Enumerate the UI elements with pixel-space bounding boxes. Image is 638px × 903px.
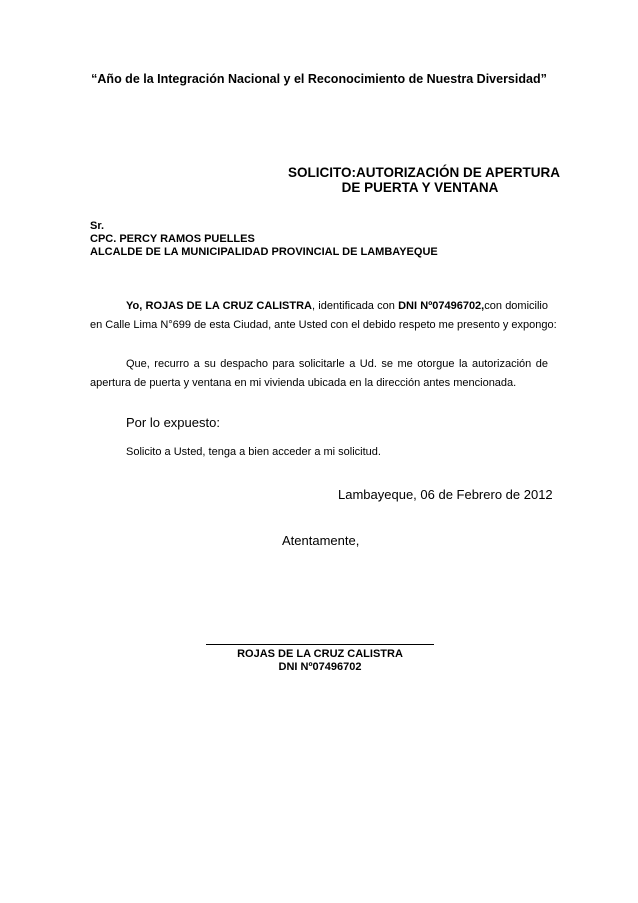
signer-dni: DNI Nº07496702 [278,661,362,673]
signature-line [206,644,434,645]
addressee-salutation: Sr. [90,220,105,232]
domicile-text: con domicilio [484,300,548,312]
applicant-dni: DNI Nº07496702, [398,300,485,312]
paragraph-request-line-1: Que, recurro a su despacho para solicitarle a Ud. se me otorgue la autorización de [126,358,548,370]
identification-text: , identificada con [312,300,399,312]
paragraph-identification-line-1 [126,300,548,312]
request-statement: Solicito a Usted, tenga a bien acceder a mi solicitud. [126,446,381,458]
paragraph-request-line-2: apertura de puerta y ventana en mi vivienda ubicada en la dirección antes mencionada. [90,377,517,389]
signer-name: ROJAS DE LA CRUZ CALISTRA [237,648,403,660]
addressee-position: ALCALDE DE LA MUNICIPALIDAD PROVINCIAL DE LAMBAYEQUE [90,246,438,258]
closing-salutation: Atentamente, [282,533,360,548]
subject-line-1: SOLICITO:AUTORIZACIÓN DE APERTURA [288,165,561,180]
paragraph-identification-line-2: en Calle Lima N°699 de esta Ciudad, ante Usted con el debido respeto me presento y expongo: [90,319,557,331]
por-lo-expuesto: Por lo expuesto: [126,415,220,430]
addressee-name: CPC. PERCY RAMOS PUELLES [90,233,255,245]
applicant-intro: Yo, ROJAS DE LA CRUZ CALISTRA [126,300,312,312]
place-and-date: Lambayeque, 06 de Febrero de 2012 [338,487,553,502]
subject-line-2: DE PUERTA Y VENTANA [341,180,499,195]
year-motto: “Año de la Integración Nacional y el Reconocimiento de Nuestra Diversidad” [91,72,547,86]
